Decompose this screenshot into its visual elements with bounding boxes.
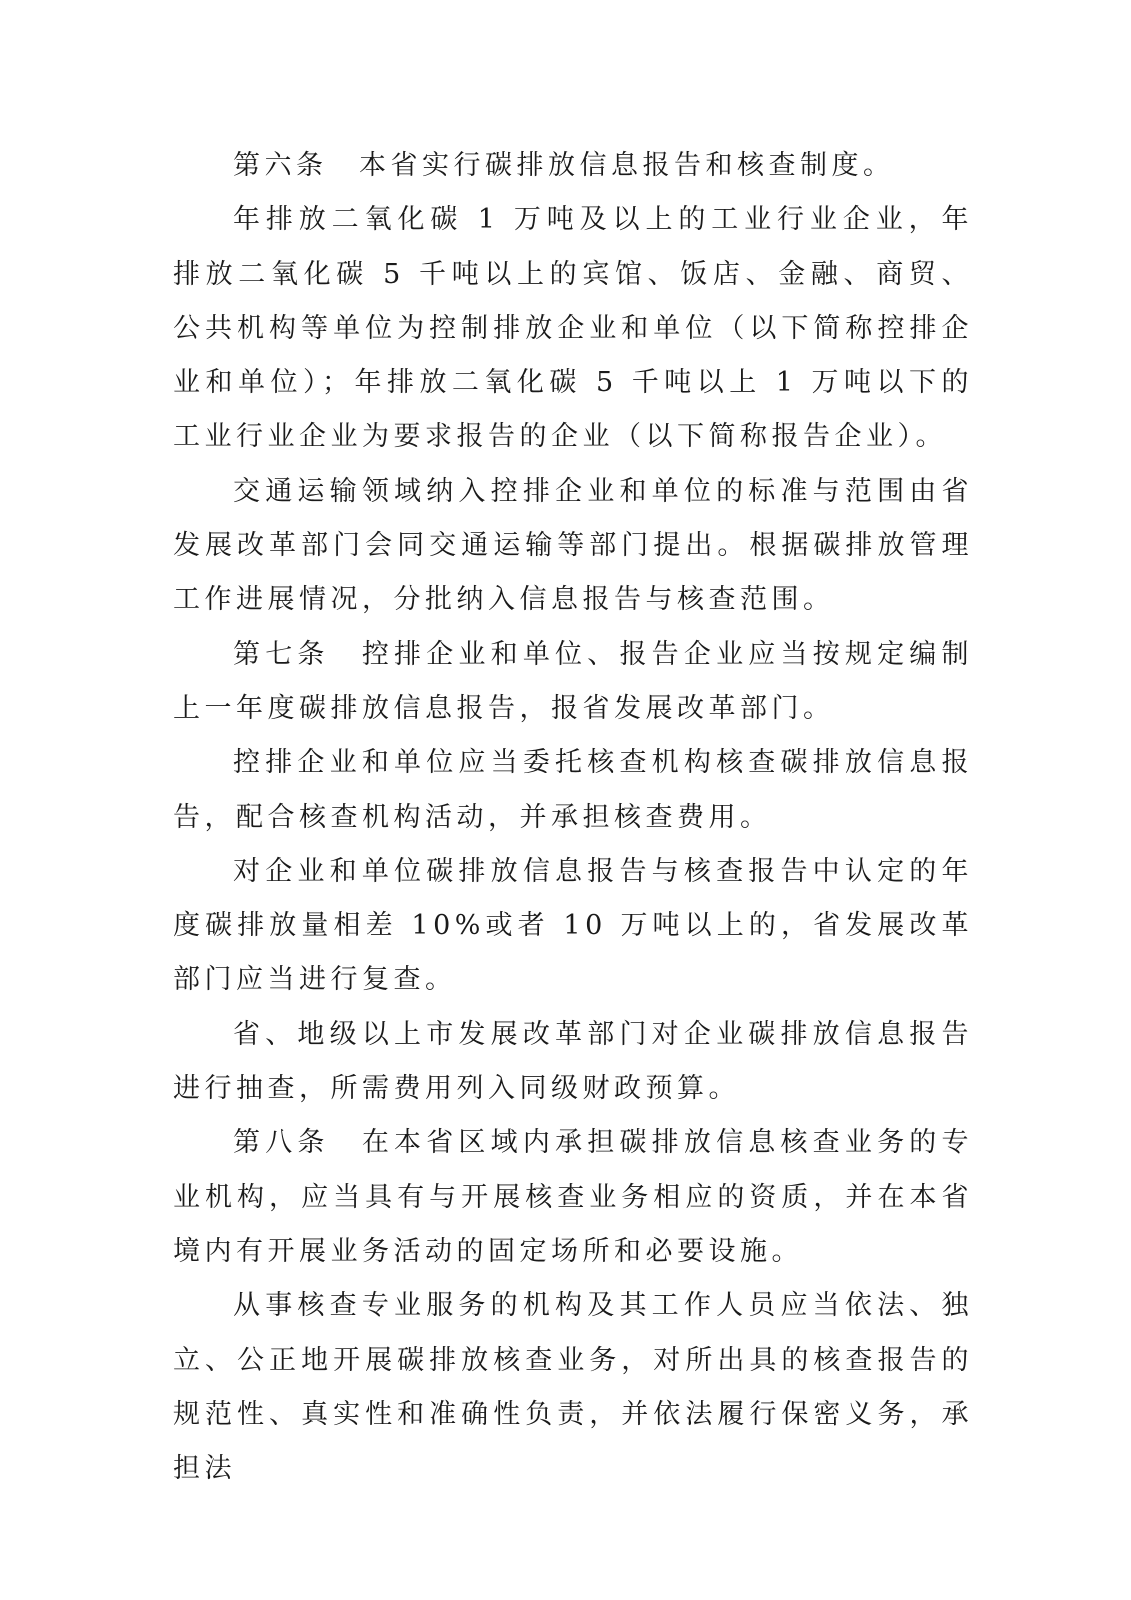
paragraph-transport-sector: 交通运输领域纳入控排企业和单位的标准与范围由省发展改革部门会同交通运输等部门提出。根据碳排放管理工作进展情况，分批纳入信息报告与核查范围。 <box>173 475 973 616</box>
document-page <box>173 139 973 1496</box>
paragraph-emission-thresholds: 年排放二氧化碳 1 万吨及以上的工业行业企业，年排放二氧化碳 5 千吨以上的宾馆、饭店、金融、商贸、公共机构等单位为控制排放企业和单位（以下简称控排企业和单位）；年排放二氧化碳 5 千吨以上 1 万吨以下的工业行业企业为要求报告的企业（以下简称报告企业）。 <box>173 204 973 453</box>
paragraph-spot-check: 省、地级以上市发展改革部门对企业碳排放信息报告进行抽查，所需费用列入同级财政预算。 <box>173 1018 973 1105</box>
paragraph-article-7: 第七条 控排企业和单位、报告企业应当按规定编制上一年度碳排放信息报告，报省发展改革部门。 <box>173 638 973 724</box>
paragraph-review-discrepancy: 对企业和单位碳排放信息报告与核查报告中认定的年度碳排放量相差 10%或者 10 万吨以上的，省发展改革部门应当进行复查。 <box>173 855 973 996</box>
paragraph-verification-commission: 控排企业和单位应当委托核查机构核查碳排放信息报告，配合核查机构活动，并承担核查费用。 <box>173 747 973 833</box>
paragraph-verifier-duties: 从事核查专业服务的机构及其工作人员应当依法、独立、公正地开展碳排放核查业务，对所出具的核查报告的规范性、真实性和准确性负责，并依法履行保密义务，承担法 <box>173 1290 973 1485</box>
paragraph-article-8: 第八条 在本省区域内承担碳排放信息核查业务的专业机构，应当具有与开展核查业务相应的资质，并在本省境内有开展业务活动的固定场所和必要设施。 <box>173 1127 973 1267</box>
paragraph-article-6: 第六条 本省实行碳排放信息报告和核查制度。 <box>233 150 895 181</box>
